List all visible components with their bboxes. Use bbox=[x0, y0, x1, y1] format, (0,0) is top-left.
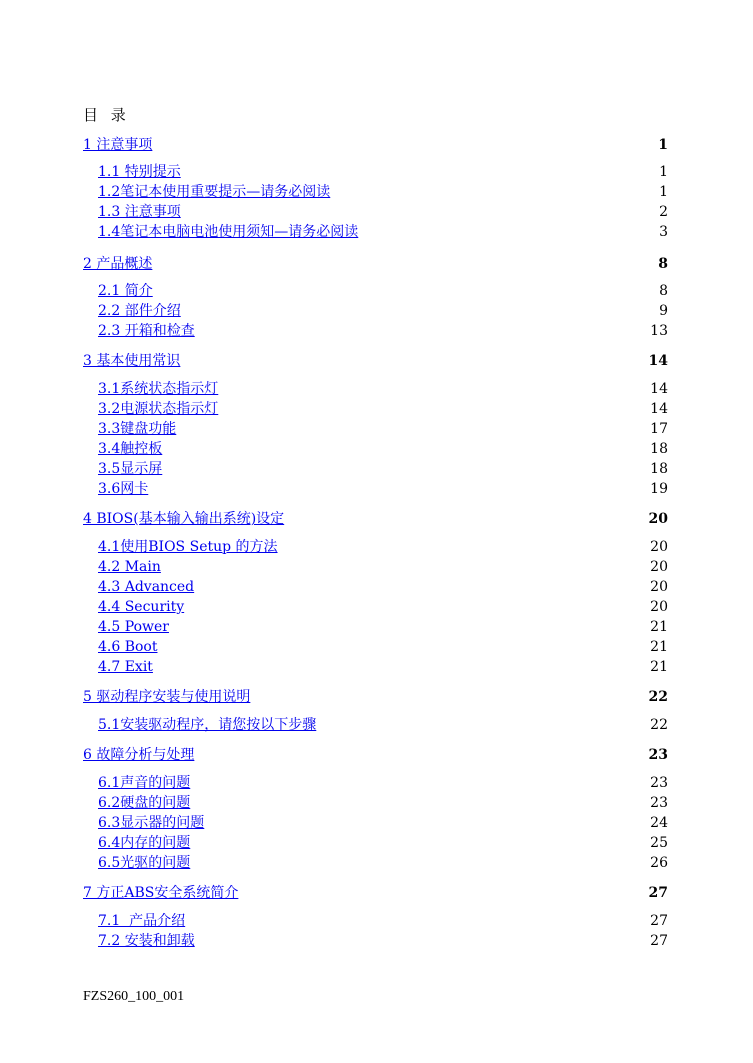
toc-section-page-number: 21 bbox=[650, 639, 668, 655]
toc-section-page-number: 27 bbox=[650, 933, 668, 949]
toc-section-page-number: 21 bbox=[650, 659, 668, 675]
toc-chapter-4 bbox=[83, 509, 284, 529]
toc-section-page-number: 27 bbox=[650, 913, 668, 929]
toc-section-2-3 bbox=[98, 321, 195, 341]
toc-chapter-link[interactable]: 7 方正ABS安全系统简介 bbox=[83, 885, 239, 901]
toc-chapter-page-number: 27 bbox=[648, 885, 668, 901]
toc-section-page-number: 8 bbox=[659, 283, 668, 299]
toc-section-link[interactable]: 6.3显示器的问题 bbox=[98, 815, 205, 831]
toc-section-page-number: 1 bbox=[659, 164, 668, 180]
document-code: FZS260_100_001 bbox=[83, 989, 185, 1004]
toc-section-link[interactable]: 2.3 开箱和检查 bbox=[98, 323, 195, 339]
toc-section-page-number: 20 bbox=[650, 599, 668, 615]
toc-section-page-number: 18 bbox=[650, 461, 668, 477]
toc-section-4-5 bbox=[98, 617, 169, 637]
toc-section-3-1 bbox=[98, 379, 218, 399]
toc-chapter-page-number: 22 bbox=[648, 689, 668, 705]
toc-chapter-link[interactable]: 2 产品概述 bbox=[83, 256, 153, 272]
toc-section-page-number: 20 bbox=[650, 539, 668, 555]
toc-section-7-1 bbox=[98, 911, 185, 931]
toc-section-3-4 bbox=[98, 439, 162, 459]
toc-section-link[interactable]: 4.5 Power bbox=[98, 619, 169, 635]
toc-chapter-link[interactable]: 3 基本使用常识 bbox=[83, 353, 181, 369]
toc-chapter-link[interactable]: 5 驱动程序安装与使用说明 bbox=[83, 689, 251, 705]
toc-section-link[interactable]: 2.2 部件介绍 bbox=[98, 303, 181, 319]
toc-section-page-number: 14 bbox=[650, 381, 668, 397]
toc-section-link[interactable]: 7.2 安装和卸载 bbox=[98, 933, 195, 949]
toc-chapter-page-number: 20 bbox=[648, 511, 668, 527]
toc-section-link[interactable]: 5.1安装驱动程序，请您按以下步骤 bbox=[98, 717, 317, 733]
toc-chapter-5 bbox=[83, 687, 250, 707]
toc-section-1-1 bbox=[98, 162, 181, 182]
toc-section-page-number: 20 bbox=[650, 579, 668, 595]
toc-chapter-7 bbox=[83, 883, 238, 903]
toc-section-7-2 bbox=[98, 931, 195, 951]
toc-chapter-3 bbox=[83, 351, 180, 371]
toc-section-5-1 bbox=[98, 715, 316, 735]
toc-section-link[interactable]: 3.4触控板 bbox=[98, 441, 163, 457]
toc-section-link[interactable]: 7.1 产品介绍 bbox=[98, 913, 186, 929]
toc-section-2-1 bbox=[98, 281, 153, 301]
toc-section-link[interactable]: 4.2 Main bbox=[98, 559, 161, 575]
toc-section-6-1 bbox=[98, 773, 190, 793]
toc-section-page-number: 20 bbox=[650, 559, 668, 575]
toc-section-page-number: 26 bbox=[650, 855, 668, 871]
toc-section-page-number: 25 bbox=[650, 835, 668, 851]
toc-section-4-2 bbox=[98, 557, 161, 577]
toc-section-page-number: 18 bbox=[650, 441, 668, 457]
toc-section-link[interactable]: 6.2硬盘的问题 bbox=[98, 795, 191, 811]
toc-section-page-number: 14 bbox=[650, 401, 668, 417]
toc-section-link[interactable]: 4.4 Security bbox=[98, 599, 185, 615]
toc-section-page-number: 1 bbox=[659, 184, 668, 200]
toc-section-link[interactable]: 4.7 Exit bbox=[98, 659, 153, 675]
toc-section-link[interactable]: 3.6网卡 bbox=[98, 481, 149, 497]
toc-section-3-2 bbox=[98, 399, 218, 419]
toc-chapter-link[interactable]: 1 注意事项 bbox=[83, 137, 153, 153]
toc-section-4-1 bbox=[98, 537, 278, 557]
toc-section-6-5 bbox=[98, 853, 190, 873]
toc-section-page-number: 3 bbox=[659, 224, 668, 240]
toc-section-link[interactable]: 6.1声音的问题 bbox=[98, 775, 191, 791]
toc-section-3-6 bbox=[98, 479, 148, 499]
toc-chapter-6 bbox=[83, 745, 194, 765]
toc-chapter-link[interactable]: 4 BIOS(基本输入输出系统)设定 bbox=[83, 511, 285, 527]
toc-section-link[interactable]: 1.1 特别提示 bbox=[98, 164, 181, 180]
toc-section-link[interactable]: 3.3键盘功能 bbox=[98, 421, 177, 437]
toc-section-link[interactable]: 1.3 注意事项 bbox=[98, 204, 181, 220]
toc-section-link[interactable]: 4.6 Boot bbox=[98, 639, 158, 655]
toc-section-link[interactable]: 4.1使用BIOS Setup 的方法 bbox=[98, 539, 278, 555]
toc-section-page-number: 22 bbox=[650, 717, 668, 733]
toc-section-1-2 bbox=[98, 182, 330, 202]
toc-chapter-1 bbox=[83, 135, 152, 155]
toc-section-2-2 bbox=[98, 301, 181, 321]
toc-section-4-3 bbox=[98, 577, 194, 597]
toc-section-6-4 bbox=[98, 833, 190, 853]
toc-section-link[interactable]: 3.5显示屏 bbox=[98, 461, 163, 477]
toc-chapter-page-number: 14 bbox=[648, 353, 668, 369]
toc-section-page-number: 2 bbox=[659, 204, 668, 220]
toc-section-page-number: 17 bbox=[650, 421, 668, 437]
toc-section-link[interactable]: 2.1 简介 bbox=[98, 283, 153, 299]
toc-section-page-number: 9 bbox=[659, 303, 668, 319]
toc-section-page-number: 23 bbox=[650, 795, 668, 811]
toc-section-page-number: 13 bbox=[650, 323, 668, 339]
toc-section-4-4 bbox=[98, 597, 184, 617]
toc-chapter-page-number: 1 bbox=[658, 137, 668, 153]
toc-section-page-number: 19 bbox=[650, 481, 668, 497]
toc-section-link[interactable]: 1.2笔记本使用重要提示—请务必阅读 bbox=[98, 184, 331, 200]
toc-chapter-page-number: 8 bbox=[658, 256, 668, 272]
toc-section-link[interactable]: 4.3 Advanced bbox=[98, 579, 195, 595]
toc-section-3-5 bbox=[98, 459, 162, 479]
toc-section-6-3 bbox=[98, 813, 204, 833]
toc-section-1-3 bbox=[98, 202, 181, 222]
toc-section-link[interactable]: 6.5光驱的问题 bbox=[98, 855, 191, 871]
toc-section-page-number: 21 bbox=[650, 619, 668, 635]
toc-chapter-2 bbox=[83, 254, 152, 274]
toc-section-1-4 bbox=[98, 222, 358, 242]
toc-chapter-page-number: 23 bbox=[648, 747, 668, 763]
toc-section-6-2 bbox=[98, 793, 190, 813]
toc-section-link[interactable]: 6.4内存的问题 bbox=[98, 835, 191, 851]
toc-section-link[interactable]: 3.2电源状态指示灯 bbox=[98, 401, 219, 417]
toc-section-page-number: 23 bbox=[650, 775, 668, 791]
toc-chapter-link[interactable]: 6 故障分析与处理 bbox=[83, 747, 195, 763]
toc-section-3-3 bbox=[98, 419, 176, 439]
page-title: 目 录 bbox=[83, 106, 130, 124]
toc-section-link[interactable]: 3.1系统状态指示灯 bbox=[98, 381, 219, 397]
toc-section-link[interactable]: 1.4笔记本电脑电池使用须知—请务必阅读 bbox=[98, 224, 359, 240]
toc-section-page-number: 24 bbox=[650, 815, 668, 831]
toc-section-4-6 bbox=[98, 637, 158, 657]
toc-section-4-7 bbox=[98, 657, 153, 677]
